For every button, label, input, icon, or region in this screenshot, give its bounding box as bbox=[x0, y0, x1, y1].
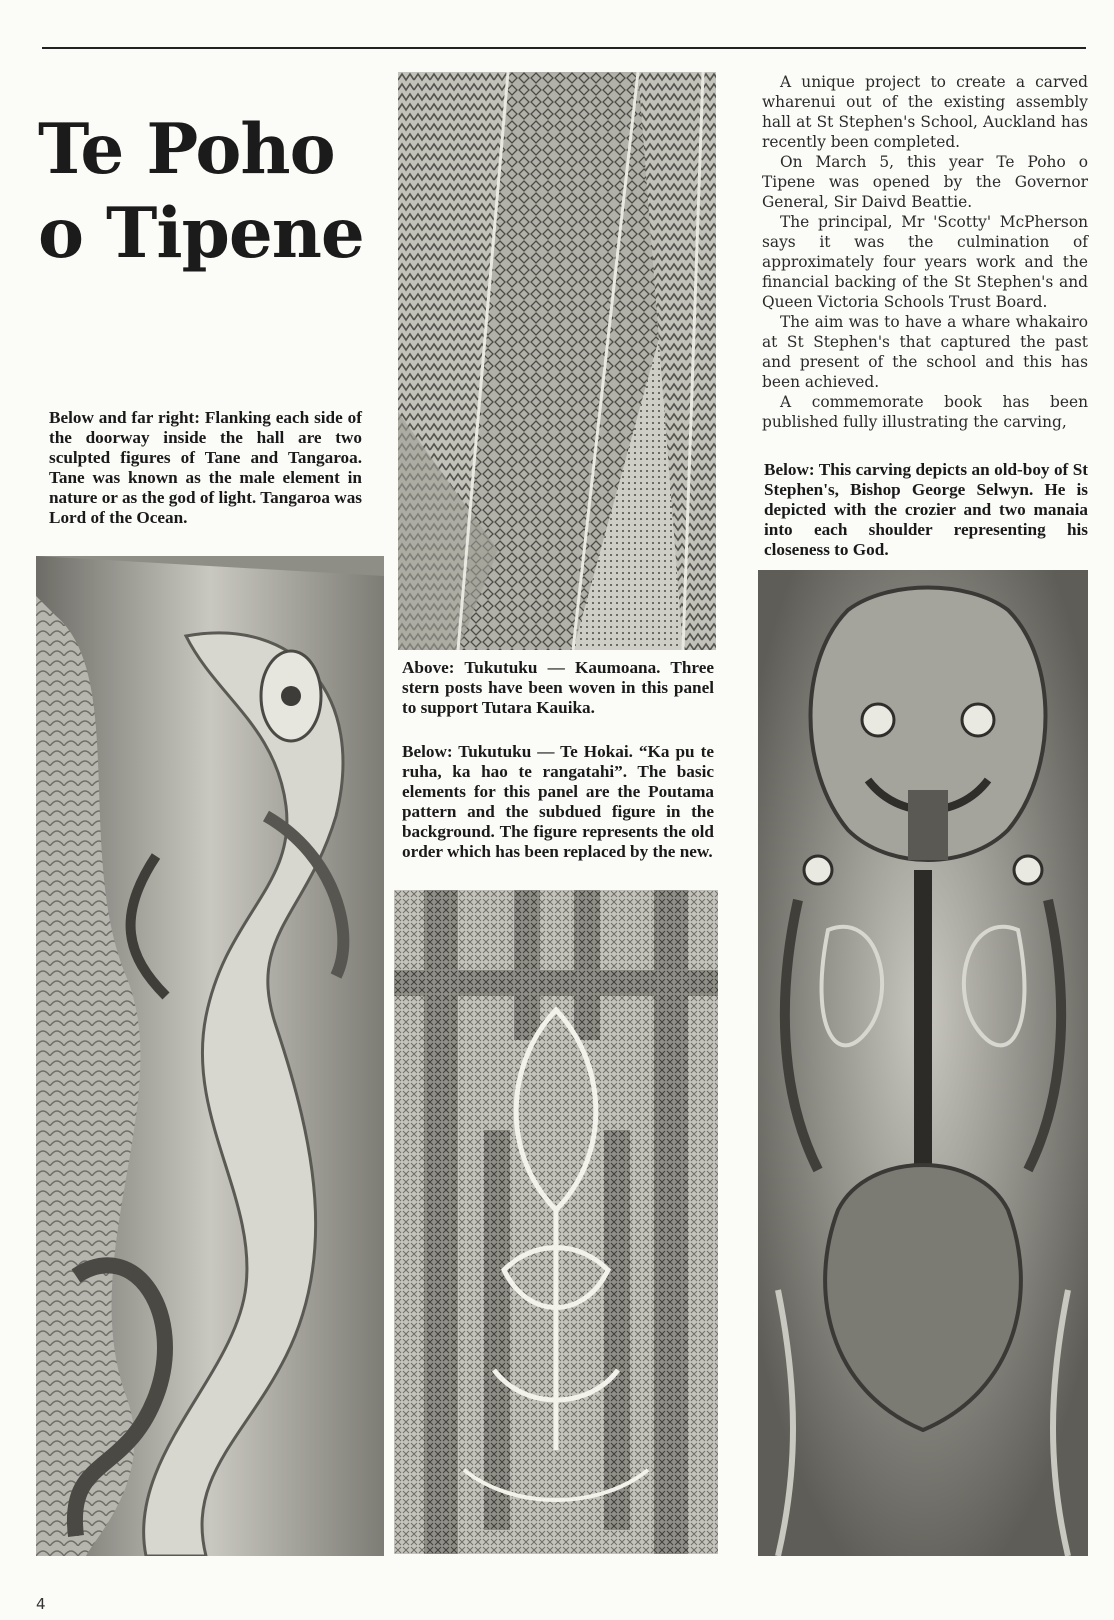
photo-tukutuku-te-hokai bbox=[394, 890, 718, 1554]
title-line-1: Te Poho bbox=[38, 109, 335, 190]
article-body bbox=[762, 72, 1088, 432]
top-rule bbox=[42, 47, 1086, 49]
article-paragraph: The aim was to have a whare whakairo at St Stephen's that captured the past and present of the school and this has been achieved. bbox=[762, 313, 1088, 391]
photo-carved-figure-tangaroa bbox=[36, 556, 384, 1556]
article-paragraph: A commemorate book has been published fully illustrating the carving, bbox=[762, 393, 1088, 431]
photo-tukutuku-kaumoana bbox=[398, 72, 716, 650]
article-title bbox=[38, 108, 378, 276]
title-line-2: o Tipene bbox=[38, 193, 364, 274]
caption-te-hokai: Below: Tukutuku — Te Hokai. “Ka pu te ruha, ka hao te rangatahi”. The basic elements for this panel are the Poutama pattern and the subdued figure in the background. The figure represents the old order which has been replaced by the new. bbox=[402, 742, 714, 861]
article-paragraph: On March 5, this year Te Poho o Tipene was opened by the Governor General, Sir Daivd Beattie. bbox=[762, 153, 1088, 211]
caption-selwyn: Below: This carving depicts an old-boy of St Stephen's, Bishop George Selwyn. He is depicted with the crozier and two manaia into each shoulder representing his closeness to God. bbox=[764, 460, 1088, 559]
page-number: 4 bbox=[36, 1595, 46, 1613]
caption-kaumoana: Above: Tukutuku — Kaumoana. Three stern posts have been woven in this panel to support Tutara Kauika. bbox=[402, 658, 714, 717]
caption-tane-tangaroa: Below and far right: Flanking each side of the doorway inside the hall are two sculpted figures of Tane and Tangaroa. Tane was known as the male element in nature or as the god of light. Tangaroa was Lord of the Ocean. bbox=[49, 408, 362, 527]
article-paragraph: A unique project to create a carved wharenui out of the existing assembly hall at St Stephen's School, Auckland has recently been completed. bbox=[762, 73, 1088, 151]
photo-carving-bishop-selwyn bbox=[758, 570, 1088, 1556]
article-paragraph: The principal, Mr 'Scotty' McPherson says it was the culmination of approximately four years work and the financial backing of the St Stephen's and Queen Victoria Schools Trust Board. bbox=[762, 213, 1088, 311]
